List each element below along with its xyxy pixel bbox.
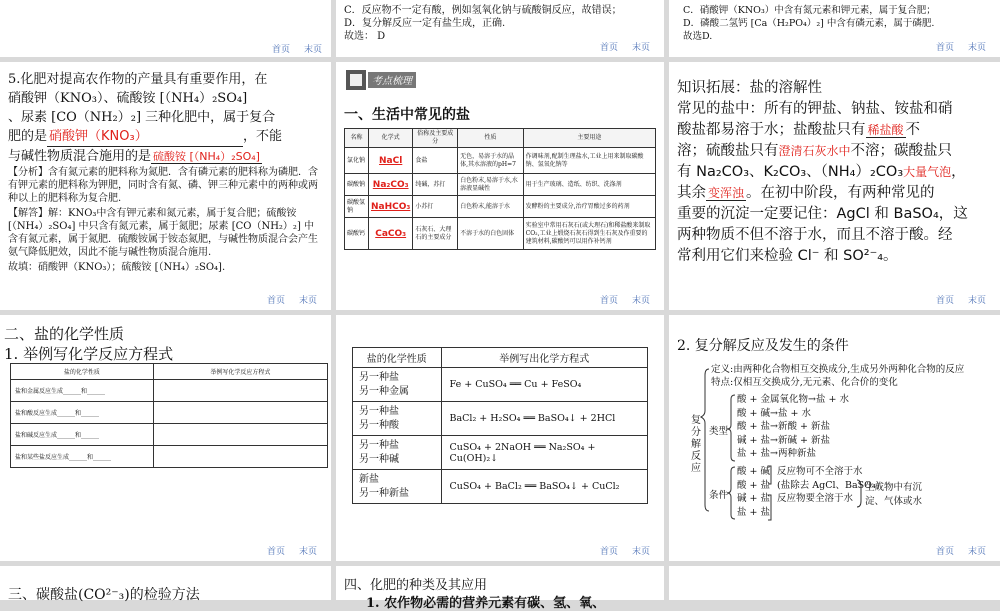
section-heading: 二、盐的化学性质: [4, 325, 125, 343]
end-link[interactable]: 末页: [298, 547, 317, 557]
table-header: 性质: [458, 129, 524, 148]
table-row: [345, 196, 656, 218]
table-cell: Na₂CO₃: [369, 174, 413, 196]
answer-cell[interactable]: [153, 424, 327, 446]
text-line: C．硝酸钾（KNO₃）中含有氮元素和钾元素，属于复合肥；: [683, 5, 936, 16]
text-line: 常见的盐中：所有的钾盐、钠盐、铵盐和硝: [677, 101, 953, 117]
table-row: [11, 424, 328, 446]
home-link[interactable]: 首页: [935, 43, 954, 53]
property-line: 另一种新盐: [359, 487, 409, 499]
table-cell: [353, 436, 442, 470]
text-line: 酸盐都易溶于水；盐酸盐只有 稀盐酸 不: [677, 122, 921, 138]
home-link[interactable]: 首页: [266, 547, 285, 557]
table-row: [353, 470, 648, 504]
text-line: 溶；硫酸盐只有澄清石灰水中不溶；碳酸盐只: [677, 143, 953, 159]
equation-cell: CuSO₄ + BaCl₂ ══ BaSO₄↓ + CuCl₂: [441, 470, 648, 504]
equation-cell: CuSO₄ + 2NaOH ══ Na₂SO₄ + Cu(OH)₂↓: [441, 436, 648, 470]
reaction-type: 酸 + 碱→盐 + 水: [737, 407, 811, 419]
properties-blank-table: [10, 363, 328, 468]
table-cell: 盐和酸反应生成______和______: [11, 402, 154, 424]
table-row: [345, 174, 656, 196]
result-text: 生成物中有沉淀、气体或水: [865, 482, 923, 507]
table-row: [353, 436, 648, 470]
text-line: 故选D.: [683, 31, 713, 42]
property-line: 另一种盐: [359, 405, 399, 417]
table-header: 俗称及主要成分: [413, 129, 458, 148]
end-link[interactable]: 末页: [631, 296, 650, 306]
table-cell: 无色，易溶于水的晶体,其水溶液的pH=7: [458, 148, 524, 174]
table-row: [345, 218, 656, 250]
section-heading: 2. 复分解反应及发生的条件: [677, 338, 849, 354]
end-link[interactable]: 末页: [298, 296, 317, 306]
table-cell: 实验室中常用石灰石(或大理石)和稀盐酸来制取CO₂,工业上煅烧石灰石得到生石灰及作重要的建筑材料,碳酸钙可以用作补钙剂: [523, 218, 655, 250]
answer-blank: 变浑浊: [708, 186, 745, 200]
panel-salt-properties-filled: [336, 315, 664, 561]
home-link[interactable]: 首页: [266, 296, 285, 306]
table-cell: [353, 470, 442, 504]
property-line: 新盐: [359, 473, 379, 485]
answer-cell[interactable]: [153, 446, 327, 468]
table-header: 主要用途: [523, 129, 655, 148]
table-cell: 用于生产玻璃、造纸、纺织、洗涤剂: [523, 174, 655, 196]
end-link[interactable]: 末页: [631, 547, 650, 557]
section-heading: 三、碳酸盐(CO²⁻₃)的检验方法: [8, 587, 200, 603]
table-cell: 食盐: [413, 148, 458, 174]
table-row: [11, 402, 328, 424]
properties-table: [352, 347, 648, 504]
q5-line: 硝酸钾（KNO₃）、硫酸铵 [（NH₄）₂SO₄]: [8, 91, 248, 106]
table-cell: NaCl: [369, 148, 413, 174]
property-line: 另一种金属: [359, 385, 409, 397]
table-cell: 石灰石、大理石的主要成分: [413, 218, 458, 250]
sub-heading: 1. 举例写化学反应方程式: [4, 345, 174, 363]
answer-blank-1: 硝酸钾（KNO₃）: [47, 127, 243, 147]
home-link[interactable]: 首页: [599, 43, 618, 53]
text-line: D．复分解反应一定有盐生成，正确.: [344, 18, 506, 29]
condition-item: 酸 + 盐: [737, 479, 770, 491]
table-cell: 小苏打: [413, 196, 458, 218]
table-cell: 氯化钠: [345, 148, 369, 174]
table-cell: 作调味剂,配制生理盐水,工业上用来制取碳酸钠、氢氧化钠等: [523, 148, 655, 174]
condition-note: 反应物要全溶于水: [777, 493, 854, 504]
panel-salt-properties-blank: [0, 315, 331, 561]
table-cell: CaCO₃: [369, 218, 413, 250]
text-line: 两种物质不但不溶于水，而且不溶于酸。经: [677, 227, 953, 243]
solution-text: 【解答】解：KNO₃中含有钾元素和氮元素，属于复合肥；硫酸铵 [（NH₄）₂SO₄] 中只含有氮元素，属于氮肥；尿素 [CO（NH₂）₂] 中含有氮元素，属于氮肥．硫酸铵属于铵态氮肥，与碱性物质混合会产生氨气降低肥效，因此不能与碱性物质混合施用.: [8, 208, 318, 258]
type-label: 类型: [709, 426, 729, 437]
table-cell: 白色粉末,易溶于水,水溶液显碱性: [458, 174, 524, 196]
table-cell: [353, 402, 442, 436]
table-header: 名称: [345, 129, 369, 148]
property-line: 另一种盐: [359, 371, 399, 383]
table-header: 盐的化学性质: [353, 348, 442, 368]
table-cell: 碳酸钙: [345, 218, 369, 250]
condition-note: (盐除去 AgCl、BaSO₄): [777, 479, 880, 491]
table-header: 盐的化学性质: [11, 364, 154, 380]
end-link[interactable]: 末页: [967, 43, 986, 53]
text-line: D．磷酸二氢钙 [Ca（H₂PO₄）₂] 中含有磷元素，属于磷肥.: [683, 18, 935, 29]
table-cell: 发酵粉的主要成分,治疗胃酸过多的药剂: [523, 196, 655, 218]
condition-label: 条件: [709, 490, 729, 501]
table-cell: 碳酸钠: [345, 174, 369, 196]
sub-heading: 1. 农作物必需的营养元素有碳、氢、氧、: [366, 596, 606, 611]
answer-blank: 澄清石灰水中: [778, 144, 851, 158]
panel-fertilizers: [336, 566, 664, 611]
equation-cell: BaCl₂ + H₂SO₄ ══ BaSO₄↓ + 2HCl: [441, 402, 648, 436]
definition-text: 定义:由两种化合物相互交换成分,生成另外两种化合物的反应: [711, 364, 965, 375]
home-link[interactable]: 首页: [935, 547, 954, 557]
table-cell: 盐和某些盐反应生成______和______: [11, 446, 154, 468]
section-heading: 一、生活中常见的盐: [344, 107, 470, 123]
table-cell: [353, 368, 442, 402]
feature-text: 特点:仅相互交换成分,无元素、化合价的变化: [711, 377, 898, 388]
final-answer-text: 故填：硝酸钾（KNO₃）；硫酸铵 [（NH₄）₂SO₄].: [8, 262, 226, 273]
home-link[interactable]: 首页: [599, 547, 618, 557]
panel-question-5: [0, 62, 331, 310]
equation-cell: Fe + CuSO₄ ══ Cu + FeSO₄: [441, 368, 648, 402]
table-row: [345, 148, 656, 174]
property-line: 另一种碱: [359, 453, 399, 465]
end-link[interactable]: 末页: [631, 43, 650, 53]
answer-cell[interactable]: [153, 380, 327, 402]
panel-carbonate-test: [0, 566, 331, 603]
text-line: 其余 变浑浊 。在初中阶段，有两种常见的: [677, 185, 935, 201]
end-link[interactable]: 末页: [967, 296, 986, 306]
section-badge: [340, 64, 418, 94]
answer-blank-2: 硫酸铵 [（NH₄）₂SO₄]: [153, 150, 260, 163]
q5-line: 5.化肥对提高农作物的产量具有重要作用，在: [8, 72, 268, 87]
text-line: 有 Na₂CO₃、K₂CO₃、（NH₄）₂CO₃大量气泡，: [677, 164, 966, 180]
answer-blank: 稀盐酸: [867, 123, 904, 137]
q5-line: 、尿素 [CO（NH₂）₂] 三种化肥中，属于复合: [8, 110, 276, 125]
text-line: 重要的沉淀一定要记住：AgCl 和 BaSO₄，这: [677, 206, 968, 222]
home-link[interactable]: 首页: [935, 296, 954, 306]
panel-answer-fertilizer: [669, 0, 1000, 57]
end-link[interactable]: 末页: [304, 45, 323, 55]
reaction-type: 碱 + 盐→新碱 + 新盐: [737, 434, 830, 446]
table-row: [11, 380, 328, 402]
text-line: 常利用它们来检验 Cl⁻ 和 SO²⁻₄。: [677, 248, 898, 264]
section-heading: 四、化肥的种类及其应用: [344, 578, 488, 593]
table-cell: 白色粉末,能溶于水: [458, 196, 524, 218]
table-cell: 不溶于水的白色固体: [458, 218, 524, 250]
table-cell: NaHCO₃: [369, 196, 413, 218]
panel-solubility: [669, 62, 1000, 310]
side-label: 复 分 解 反 应: [691, 415, 701, 474]
end-link[interactable]: 末页: [967, 547, 986, 557]
analysis-text: 【分析】含有氮元素的肥料称为氮肥．含有磷元素的肥料称为磷肥．含有钾元素的肥料称为钾肥，同时含有氮、磷、钾三种元素中的两种或两种以上的肥料称为复合肥.: [8, 167, 318, 204]
panel-common-salts: [336, 62, 664, 310]
answer-cell[interactable]: [153, 402, 327, 424]
solubility-title: 知识拓展：盐的溶解性: [677, 80, 822, 96]
table-row: [11, 446, 328, 468]
property-line: 另一种酸: [359, 419, 399, 431]
answer-blank: 大量气泡: [903, 165, 952, 179]
salts-table: [344, 128, 656, 250]
reaction-type: 盐 + 盐→两种新盐: [737, 448, 816, 459]
table-header: 化学式: [369, 129, 413, 148]
home-link[interactable]: 首页: [599, 296, 618, 306]
text-line: C．反应物不一定有酸，例如氢氧化钠与硫酸铜反应，故错误；: [344, 5, 622, 16]
q5-line: 与碱性物质混合施用的是 硫酸铵 [（NH₄）₂SO₄]: [8, 149, 260, 164]
reaction-type: 酸 + 盐→新酸 + 新盐: [737, 421, 830, 432]
condition-note: 反应物可不全溶于水: [777, 466, 863, 477]
property-line: 另一种盐: [359, 439, 399, 451]
panel-double-decomposition: [669, 315, 1000, 561]
table-cell: 盐和金属反应生成______和______: [11, 380, 154, 402]
table-header: 举例写化学反应方程式: [153, 364, 327, 380]
condition-item: 酸 + 碱: [737, 466, 770, 477]
table-cell: 纯碱，苏打: [413, 174, 458, 196]
reaction-type: 酸 + 金属氧化物→盐 + 水: [737, 394, 849, 405]
table-row: [353, 368, 648, 402]
home-link[interactable]: 首页: [272, 45, 291, 55]
table-row: [353, 402, 648, 436]
condition-item: 碱 + 盐: [737, 493, 770, 504]
q5-line: 肥的是 硝酸钾（KNO₃） ，不能: [8, 127, 326, 147]
badge-label: 考点梳理: [372, 76, 412, 87]
condition-item: 盐 + 盐: [737, 506, 770, 518]
table-cell: 盐和碱反应生成______和______: [11, 424, 154, 446]
table-header: 举例写出化学方程式: [441, 348, 648, 368]
panel-answer-prev: [336, 0, 664, 57]
text-line: 故选： D: [344, 31, 386, 42]
panel-next: [669, 566, 1000, 600]
table-cell: 碳酸氢钠: [345, 196, 369, 218]
